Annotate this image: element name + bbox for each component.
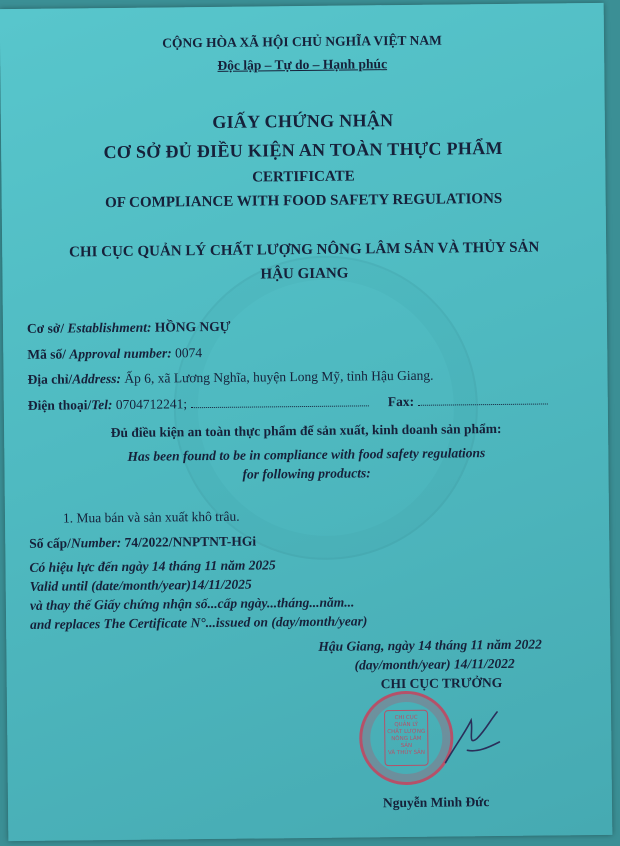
establishment-label-vi: Cơ sở/ bbox=[26, 320, 65, 336]
seal-text-4: NÔNG LÂM SẢN bbox=[391, 735, 422, 750]
approval-row bbox=[27, 345, 202, 363]
validity-vi: Có hiệu lực đến ngày 14 tháng 11 năm 2025 bbox=[29, 557, 276, 575]
compliance-vi: Đủ điều kiện an toàn thực phẩm để sản xuất, kinh doanh sản phẩm: bbox=[110, 420, 502, 441]
number-row bbox=[29, 534, 256, 552]
validity-en: Valid until (date/month/year)14/11/2025 bbox=[29, 576, 252, 594]
issuer-line2: HẬU GIANG bbox=[260, 265, 349, 283]
sign-date-en: (day/month/year) 14/11/2022 bbox=[354, 655, 515, 673]
product-item: 1. Mua bán và sản xuất khô trâu. bbox=[62, 508, 240, 526]
approval-label-en: Approval number: bbox=[69, 345, 172, 362]
handwritten-signature bbox=[437, 702, 508, 773]
sign-title: CHI CỤC TRƯỞNG bbox=[380, 674, 503, 692]
seal-text-3: CHẤT LƯỢNG bbox=[387, 728, 426, 736]
fax-dots bbox=[417, 392, 547, 405]
motto: Độc lập – Tự do – Hạnh phúc bbox=[217, 56, 388, 73]
title-vi-line2: CƠ SỞ ĐỦ ĐIỀU KIỆN AN TOÀN THỰC PHẨM bbox=[103, 137, 503, 163]
signer-name: Nguyễn Minh Đức bbox=[382, 794, 490, 811]
seal-text-1: CHI CỤC bbox=[394, 714, 418, 722]
number-label-vi: Số cấp/ bbox=[29, 535, 71, 551]
replace-en: and replaces The Certificate N°...issued on (day/month/year) bbox=[30, 613, 368, 632]
compliance-en-line1: Has been found to be in compliance with food safety regulations bbox=[127, 445, 486, 464]
seal-text-2: QUẢN LÝ bbox=[394, 721, 419, 729]
country-header: CỘNG HÒA XÃ HỘI CHỦ NGHĨA VIỆT NAM bbox=[162, 32, 442, 51]
phone-label-vi: Điện thoại/ bbox=[27, 397, 92, 413]
approval-value: 0074 bbox=[174, 345, 203, 361]
certificate-paper bbox=[0, 3, 612, 841]
title-en-line1: CERTIFICATE bbox=[252, 168, 355, 186]
title-vi-line1: GIẤY CHỨNG NHẬN bbox=[212, 110, 394, 132]
phone-value: 0704712241; bbox=[115, 396, 188, 412]
phone-dots bbox=[190, 394, 368, 408]
number-label-en: Number: bbox=[70, 534, 122, 551]
issuer-line1: CHI CỤC QUẢN LÝ CHẤT LƯỢNG NÔNG LÂM SẢN VÀ THỦY SẢN bbox=[69, 239, 540, 261]
address-label-vi: Địa chỉ/ bbox=[27, 371, 73, 387]
fax-row bbox=[388, 392, 548, 410]
number-value: 74/2022/NNPTNT-HGi bbox=[124, 533, 257, 550]
address-label-en: Address: bbox=[72, 370, 122, 387]
sign-place-date: Hậu Giang, ngày 14 tháng 11 năm 2022 bbox=[318, 636, 542, 654]
phone-label-en: Tel: bbox=[91, 397, 113, 413]
address-value: Ấp 6, xã Lương Nghĩa, huyện Long Mỹ, tỉnh Hậu Giang. bbox=[124, 367, 434, 386]
title-en-line2: OF COMPLIANCE WITH FOOD SAFETY REGULATIONS bbox=[105, 190, 503, 212]
replace-vi: và thay thế Giấy chứng nhận số...cấp ngày...tháng...năm... bbox=[29, 594, 355, 613]
seal-text-5: VÀ THỦY SẢN bbox=[387, 749, 425, 757]
establishment-label-en: Establishment: bbox=[67, 319, 152, 336]
seal-inner bbox=[384, 710, 429, 766]
establishment-value: HỒNG NGỰ bbox=[154, 318, 231, 335]
compliance-en-line2: for following products: bbox=[242, 465, 371, 482]
fax-label: Fax: bbox=[387, 393, 415, 410]
approval-label-vi: Mã số/ bbox=[27, 346, 66, 362]
establishment-row bbox=[27, 319, 231, 337]
